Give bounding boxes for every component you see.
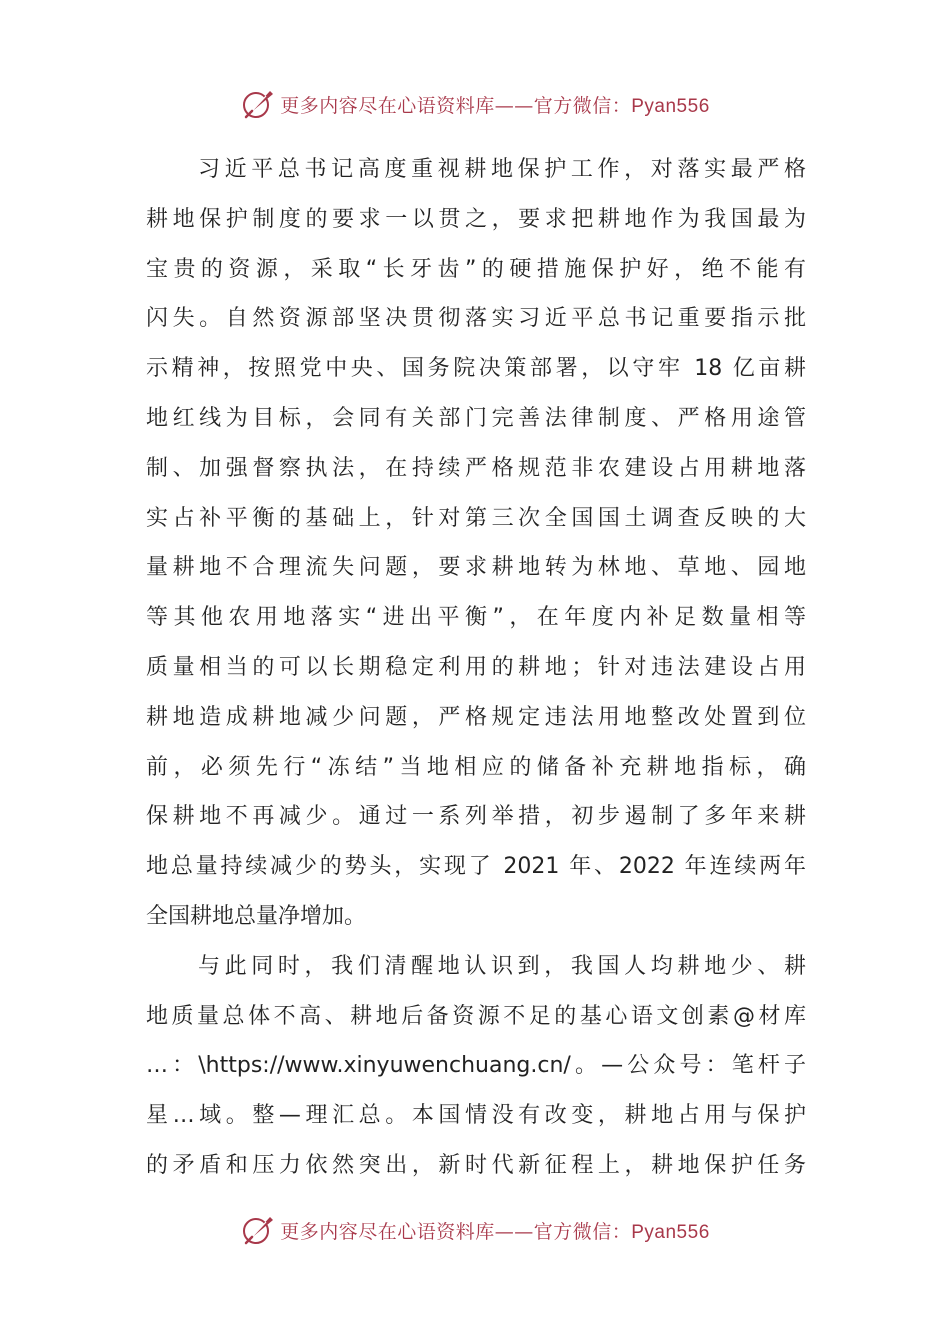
text-line: 宝贵的资源，采取“长牙齿”的硬措施保护好，绝不能有 xyxy=(146,256,806,282)
text-line: 闪失。自然资源部坚决贯彻落实习近平总书记重要指示批 xyxy=(146,306,806,332)
watermark-banner-top xyxy=(0,82,950,126)
text-line: 制、加强督察执法，在持续严格规范非农建设占用耕地落 xyxy=(146,455,806,481)
text-line: 等其他农用地落实“进出平衡”，在年度内补足数量相等 xyxy=(146,605,806,631)
text-line: 星…域。整—理汇总。本国情没有改变，耕地占用与保护 xyxy=(146,1103,806,1129)
text-line: 耕地保护制度的要求一以贯之，要求把耕地作为我国最为 xyxy=(146,206,806,232)
watermark-title: 更多内容尽在心语资料库 xyxy=(280,94,495,117)
text-line: 习近平总书记高度重视耕地保护工作，对落实最严格 xyxy=(198,157,806,182)
text-line: 质量相当的可以长期稳定利用的耕地；针对违法建设占用 xyxy=(146,654,806,680)
body-text xyxy=(146,145,806,1191)
watermark-title: 更多内容尽在心语资料库 xyxy=(280,1220,495,1243)
text-line: 示精神，按照党中央、国务院决策部署，以守牢 18 亿亩耕 xyxy=(146,356,806,382)
text-line: 地质量总体不高、耕地后备资源不足的基心语文创素@材库 xyxy=(146,1003,806,1029)
quill-pen-logo-icon xyxy=(240,1212,276,1248)
text-line: 前，必须先行“冻结”当地相应的储备补充耕地指标，确 xyxy=(146,754,806,780)
text-line: 地红线为目标，会同有关部门完善法律制度、严格用途管 xyxy=(146,405,806,431)
text-line: 耕地造成耕地减少问题，严格规定违法用地整改处置到位 xyxy=(146,704,806,730)
watermark-text xyxy=(280,91,710,118)
text-line: 保耕地不再减少。通过一系列举措，初步遏制了多年来耕 xyxy=(146,804,806,830)
watermark-text xyxy=(280,1217,710,1244)
paragraph-2 xyxy=(146,942,806,1191)
text-line: 地总量持续减少的势头，实现了 2021 年、2022 年连续两年 xyxy=(146,854,806,880)
watermark-banner-bottom xyxy=(0,1208,950,1252)
watermark-separator: —— xyxy=(494,94,534,117)
watermark-wechat-label: 官方微信： xyxy=(533,1220,632,1243)
watermark-wechat-id: Pyan556 xyxy=(631,95,710,117)
text-line: 的矛盾和压力依然突出，新时代新征程上，耕地保护任务 xyxy=(146,1152,806,1178)
text-line: 量耕地不合理流失问题，要求耕地转为林地、草地、园地 xyxy=(146,555,806,581)
watermark-separator: —— xyxy=(494,1220,534,1243)
watermark-wechat-id: Pyan556 xyxy=(631,1221,710,1243)
quill-pen-logo-icon xyxy=(240,86,276,122)
text-line: 与此同时，我们清醒地认识到，我国人均耕地少、耕 xyxy=(198,953,806,979)
watermark-wechat-label: 官方微信： xyxy=(533,94,632,117)
text-line: 实占补平衡的基础上，针对第三次全国国土调查反映的大 xyxy=(146,505,806,531)
text-line: …：\https://www.xinyuwenchuang.cn/。—公众号：笔杆子 xyxy=(146,1053,806,1079)
paragraph-1 xyxy=(146,145,806,942)
text-line: 全国耕地总量净增加。 xyxy=(146,903,367,929)
